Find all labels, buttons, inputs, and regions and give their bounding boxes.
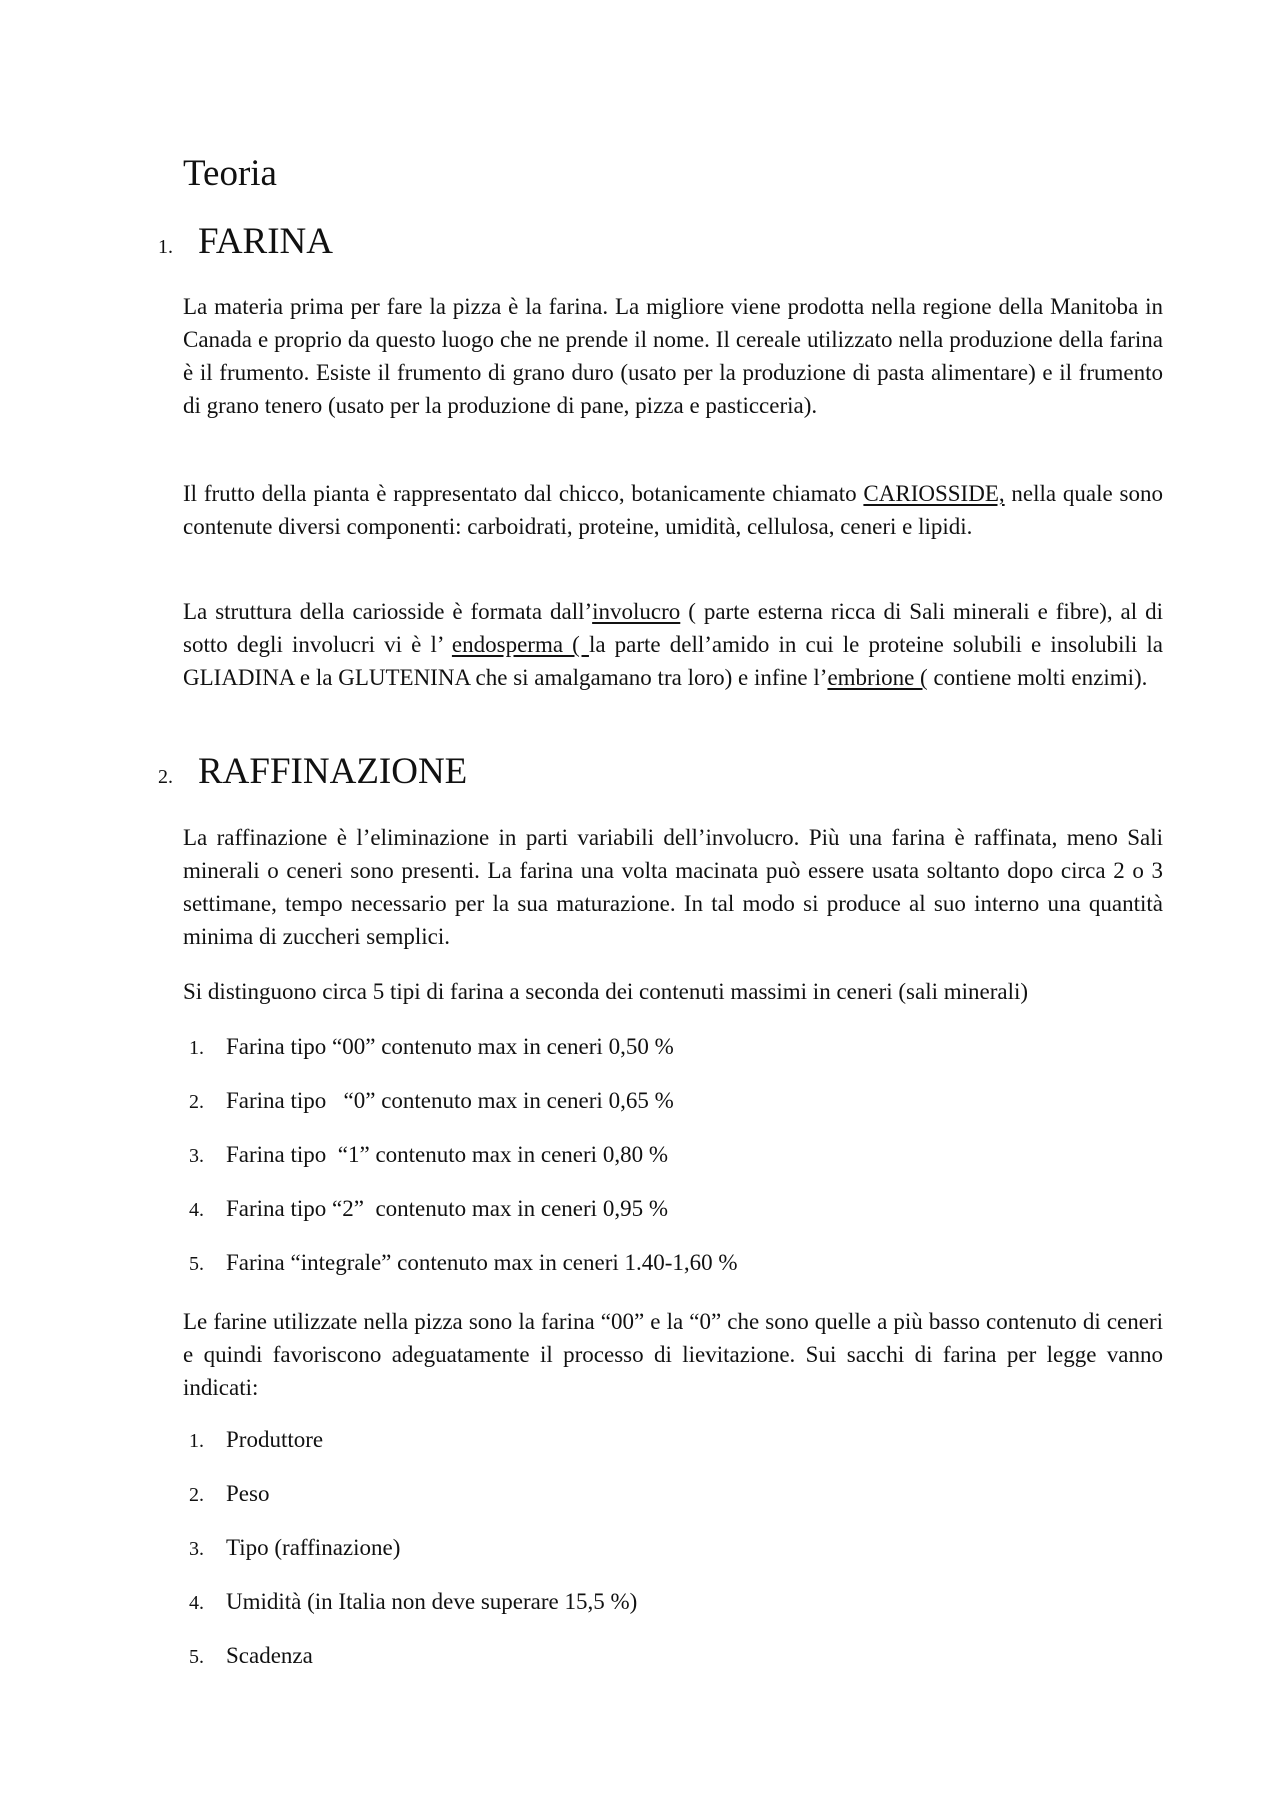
list-number: 3.	[189, 1145, 204, 1167]
list-text: Umidità (in Italia non deve superare 15,5 %)	[226, 1589, 638, 1614]
list-text: Farina tipo “0” contenuto max in ceneri 0,65 %	[226, 1088, 674, 1113]
list-number: 3.	[189, 1538, 204, 1560]
paragraph-struttura	[183, 595, 1163, 694]
list-number: 5.	[189, 1253, 204, 1275]
list-item	[150, 1084, 1130, 1138]
list-text: Farina “integrale” contenuto max in ceneri 1.40-1,60 %	[226, 1250, 738, 1275]
section-heading-farina	[158, 218, 333, 271]
list-text: Farina tipo “00” contenuto max in ceneri 0,50 %	[226, 1034, 674, 1059]
section-heading-raffinazione	[158, 748, 467, 801]
list-item	[150, 1639, 1130, 1693]
paragraph-cariosside	[183, 477, 1163, 543]
list-item	[150, 1138, 1130, 1192]
paragraph-tipi-farina: Si distinguono circa 5 tipi di farina a seconda dei contenuti massimi in ceneri (sali minerali)	[183, 979, 1029, 1004]
list-number: 5.	[189, 1646, 204, 1668]
list-item	[150, 1531, 1130, 1585]
bag-label-list	[150, 1423, 1130, 1693]
section-number: 2.	[158, 766, 173, 788]
section-title: RAFFINAZIONE	[198, 751, 468, 792]
section-number: 1.	[158, 236, 173, 258]
paragraph-farine-pizza: Le farine utilizzate nella pizza sono la farina “00” e la “0” che sono quelle a più basso contenuto di ceneri e quindi favoriscono adeguatamente il processo di lievitazione. Sui sacchi di farina per legge vanno indicati:	[183, 1309, 1163, 1400]
text-run: ( parte esterna ricca di Sali minerali e fibre), al di sotto degli involucri vi è l’	[183, 599, 1163, 657]
list-number: 4.	[189, 1592, 204, 1614]
list-text: Farina tipo “2” contenuto max in ceneri 0,95 %	[226, 1196, 668, 1221]
list-number: 4.	[189, 1199, 204, 1221]
list-text: Farina tipo “1” contenuto max in ceneri 0,80 %	[226, 1142, 668, 1167]
list-number: 2.	[189, 1484, 204, 1506]
flour-types-list	[150, 1030, 1130, 1300]
list-number: 2.	[189, 1091, 204, 1113]
list-item	[150, 1192, 1130, 1246]
underlined-term: embrione (	[827, 665, 928, 690]
list-item	[150, 1423, 1130, 1477]
text-run: la parte dell’amido in cui le proteine solubili e insolubili la GLIADINA e la GLUTENINA che si amalgamano tra loro) e infine l’	[183, 632, 1163, 690]
paragraph-farina-intro: La materia prima per fare la pizza è la farina. La migliore viene prodotta nella regione della Manitoba in Canada e proprio da questo luogo che ne prende il nome. Il cereale utilizzato nella produzione della farina è il frumento. Esiste il frumento di grano duro (usato per la produzione di pasta alimentare) e il frumento di grano tenero (usato per la produzione di pane, pizza e pasticceria).	[183, 294, 1163, 418]
list-text: Produttore	[226, 1427, 324, 1452]
text-run: contiene molti enzimi).	[927, 665, 1148, 690]
underlined-term: involucro	[592, 599, 681, 624]
list-item	[150, 1246, 1130, 1300]
list-text: Peso	[226, 1481, 270, 1506]
text-run: La struttura della cariosside è formata dall’	[183, 599, 593, 624]
text-run: nella quale sono contenute diversi componenti: carboidrati, proteine, umidità, cellulosa, ceneri e lipidi.	[183, 481, 1163, 539]
list-item	[150, 1585, 1130, 1639]
list-text: Tipo (raffinazione)	[226, 1535, 401, 1560]
paragraph-raffinazione: La raffinazione è l’eliminazione in parti variabili dell’involucro. Più una farina è raffinata, meno Sali minerali o ceneri sono presenti. La farina una volta macinata può essere usata soltanto dopo circa 2 o 3 settimane, tempo necessario per la sua maturazione. In tal modo si produce al suo interno una quantità minima di zuccheri semplici.	[183, 825, 1163, 949]
list-item	[150, 1477, 1130, 1531]
section-title: FARINA	[198, 221, 333, 262]
document-title: Teoria	[183, 153, 277, 194]
text-run: Il frutto della pianta è rappresentato dal chicco, botanicamente chiamato	[183, 481, 864, 506]
list-text: Scadenza	[226, 1643, 313, 1668]
list-number: 1.	[189, 1037, 204, 1059]
underlined-term: endosperma (	[451, 632, 589, 657]
list-number: 1.	[189, 1430, 204, 1452]
list-item	[150, 1030, 1130, 1084]
underlined-term: CARIOSSIDE,	[863, 481, 1005, 506]
